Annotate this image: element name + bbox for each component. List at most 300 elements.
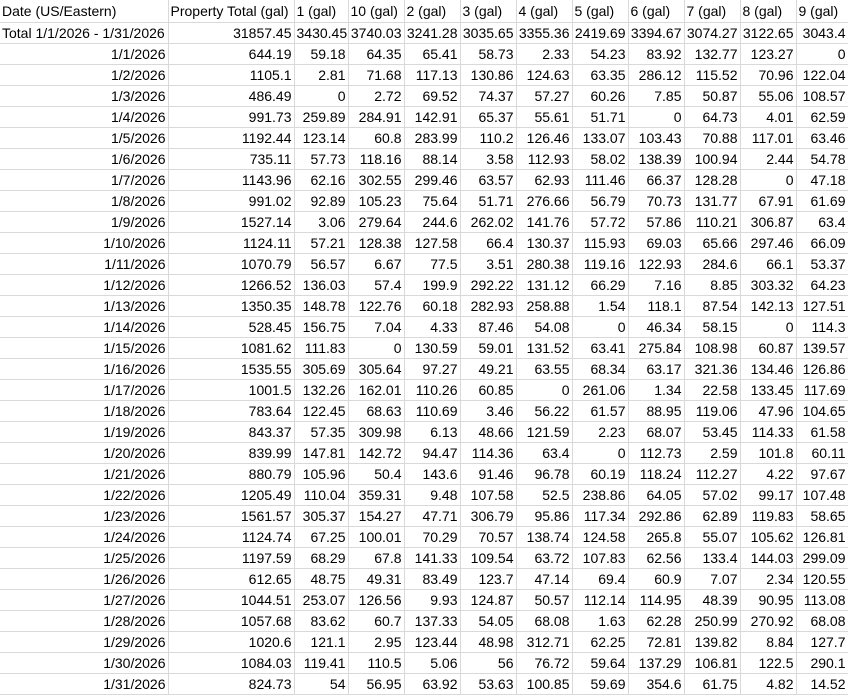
value-cell[interactable]: 4.01 bbox=[740, 107, 796, 128]
value-cell[interactable]: 51.71 bbox=[572, 107, 628, 128]
value-cell[interactable]: 7.07 bbox=[684, 569, 740, 590]
value-cell[interactable]: 139.57 bbox=[796, 338, 848, 359]
value-cell[interactable]: 63.57 bbox=[460, 170, 516, 191]
value-cell[interactable]: 2419.69 bbox=[572, 23, 628, 44]
value-cell[interactable]: 280.38 bbox=[516, 254, 572, 275]
date-cell[interactable]: 1/27/2026 bbox=[0, 590, 168, 611]
value-cell[interactable]: 58.02 bbox=[572, 149, 628, 170]
date-cell[interactable]: 1/28/2026 bbox=[0, 611, 168, 632]
date-cell[interactable]: 1/14/2026 bbox=[0, 317, 168, 338]
value-cell[interactable]: 63.4 bbox=[796, 212, 848, 233]
value-cell[interactable]: 1084.03 bbox=[168, 653, 294, 674]
value-cell[interactable]: 111.83 bbox=[294, 338, 348, 359]
value-cell[interactable]: 60.7 bbox=[348, 611, 404, 632]
value-cell[interactable]: 110.21 bbox=[684, 212, 740, 233]
value-cell[interactable]: 162.01 bbox=[348, 380, 404, 401]
value-cell[interactable]: 69.4 bbox=[572, 569, 628, 590]
value-cell[interactable]: 107.58 bbox=[460, 485, 516, 506]
value-cell[interactable]: 117.34 bbox=[572, 506, 628, 527]
value-cell[interactable]: 528.45 bbox=[168, 317, 294, 338]
value-cell[interactable]: 57.21 bbox=[294, 233, 348, 254]
value-cell[interactable]: 46.34 bbox=[628, 317, 684, 338]
value-cell[interactable]: 3.51 bbox=[460, 254, 516, 275]
value-cell[interactable]: 107.48 bbox=[796, 485, 848, 506]
value-cell[interactable]: 53.63 bbox=[460, 674, 516, 695]
value-cell[interactable]: 63.55 bbox=[516, 359, 572, 380]
value-cell[interactable]: 262.02 bbox=[460, 212, 516, 233]
value-cell[interactable]: 57.35 bbox=[294, 422, 348, 443]
date-cell[interactable]: 1/21/2026 bbox=[0, 464, 168, 485]
value-cell[interactable]: 137.33 bbox=[404, 611, 460, 632]
value-cell[interactable]: 88.14 bbox=[404, 149, 460, 170]
column-header-cell[interactable]: 4 (gal) bbox=[516, 0, 572, 23]
date-cell[interactable]: 1/7/2026 bbox=[0, 170, 168, 191]
date-cell[interactable]: 1/13/2026 bbox=[0, 296, 168, 317]
value-cell[interactable]: 2.44 bbox=[740, 149, 796, 170]
value-cell[interactable]: 57.27 bbox=[516, 86, 572, 107]
value-cell[interactable]: 286.12 bbox=[628, 65, 684, 86]
value-cell[interactable]: 83.62 bbox=[294, 611, 348, 632]
value-cell[interactable]: 131.77 bbox=[684, 191, 740, 212]
date-cell[interactable]: 1/11/2026 bbox=[0, 254, 168, 275]
value-cell[interactable]: 2.23 bbox=[572, 422, 628, 443]
value-cell[interactable]: 122.5 bbox=[740, 653, 796, 674]
value-cell[interactable]: 112.27 bbox=[684, 464, 740, 485]
value-cell[interactable]: 122.76 bbox=[348, 296, 404, 317]
value-cell[interactable]: 113.08 bbox=[796, 590, 848, 611]
value-cell[interactable]: 119.41 bbox=[294, 653, 348, 674]
value-cell[interactable]: 127.7 bbox=[796, 632, 848, 653]
date-cell[interactable]: 1/8/2026 bbox=[0, 191, 168, 212]
value-cell[interactable]: 284.91 bbox=[348, 107, 404, 128]
date-cell[interactable]: 1/26/2026 bbox=[0, 569, 168, 590]
value-cell[interactable]: 66.29 bbox=[572, 275, 628, 296]
value-cell[interactable]: 100.94 bbox=[684, 149, 740, 170]
value-cell[interactable]: 0 bbox=[572, 443, 628, 464]
column-header-cell[interactable]: 5 (gal) bbox=[572, 0, 628, 23]
value-cell[interactable]: 70.29 bbox=[404, 527, 460, 548]
value-cell[interactable]: 119.06 bbox=[684, 401, 740, 422]
value-cell[interactable]: 1070.79 bbox=[168, 254, 294, 275]
date-cell[interactable]: 1/24/2026 bbox=[0, 527, 168, 548]
value-cell[interactable]: 62.89 bbox=[684, 506, 740, 527]
value-cell[interactable]: 56.79 bbox=[572, 191, 628, 212]
value-cell[interactable]: 60.26 bbox=[572, 86, 628, 107]
value-cell[interactable]: 63.35 bbox=[572, 65, 628, 86]
value-cell[interactable]: 126.81 bbox=[796, 527, 848, 548]
column-header-cell[interactable]: 10 (gal) bbox=[348, 0, 404, 23]
value-cell[interactable]: 154.27 bbox=[348, 506, 404, 527]
value-cell[interactable]: 97.27 bbox=[404, 359, 460, 380]
value-cell[interactable]: 121.1 bbox=[294, 632, 348, 653]
date-cell[interactable]: 1/1/2026 bbox=[0, 44, 168, 65]
value-cell[interactable]: 110.69 bbox=[404, 401, 460, 422]
value-cell[interactable]: 63.41 bbox=[572, 338, 628, 359]
value-cell[interactable]: 60.19 bbox=[572, 464, 628, 485]
value-cell[interactable]: 783.64 bbox=[168, 401, 294, 422]
value-cell[interactable]: 123.7 bbox=[460, 569, 516, 590]
value-cell[interactable]: 1205.49 bbox=[168, 485, 294, 506]
value-cell[interactable]: 306.79 bbox=[460, 506, 516, 527]
value-cell[interactable]: 55.61 bbox=[516, 107, 572, 128]
value-cell[interactable]: 115.52 bbox=[684, 65, 740, 86]
value-cell[interactable]: 68.34 bbox=[572, 359, 628, 380]
value-cell[interactable]: 1561.57 bbox=[168, 506, 294, 527]
value-cell[interactable]: 58.73 bbox=[460, 44, 516, 65]
value-cell[interactable]: 1001.5 bbox=[168, 380, 294, 401]
value-cell[interactable]: 60.9 bbox=[628, 569, 684, 590]
value-cell[interactable]: 60.18 bbox=[404, 296, 460, 317]
value-cell[interactable]: 103.43 bbox=[628, 128, 684, 149]
value-cell[interactable]: 105.96 bbox=[294, 464, 348, 485]
value-cell[interactable]: 9.48 bbox=[404, 485, 460, 506]
value-cell[interactable]: 148.78 bbox=[294, 296, 348, 317]
value-cell[interactable]: 54 bbox=[294, 674, 348, 695]
value-cell[interactable]: 839.99 bbox=[168, 443, 294, 464]
value-cell[interactable]: 156.75 bbox=[294, 317, 348, 338]
column-header-cell[interactable]: 2 (gal) bbox=[404, 0, 460, 23]
value-cell[interactable]: 112.93 bbox=[516, 149, 572, 170]
value-cell[interactable]: 303.32 bbox=[740, 275, 796, 296]
value-cell[interactable]: 843.37 bbox=[168, 422, 294, 443]
value-cell[interactable]: 105.62 bbox=[740, 527, 796, 548]
value-cell[interactable]: 14.52 bbox=[796, 674, 848, 695]
value-cell[interactable]: 1081.62 bbox=[168, 338, 294, 359]
date-cell[interactable]: 1/22/2026 bbox=[0, 485, 168, 506]
value-cell[interactable]: 130.86 bbox=[460, 65, 516, 86]
value-cell[interactable]: 4.33 bbox=[404, 317, 460, 338]
value-cell[interactable]: 138.39 bbox=[628, 149, 684, 170]
value-cell[interactable]: 63.72 bbox=[516, 548, 572, 569]
value-cell[interactable]: 68.63 bbox=[348, 401, 404, 422]
value-cell[interactable]: 0 bbox=[572, 317, 628, 338]
column-header-cell[interactable]: Property Total (gal) bbox=[168, 0, 294, 23]
date-cell[interactable]: 1/18/2026 bbox=[0, 401, 168, 422]
date-cell[interactable]: 1/10/2026 bbox=[0, 233, 168, 254]
value-cell[interactable]: 3241.28 bbox=[404, 23, 460, 44]
value-cell[interactable]: 65.41 bbox=[404, 44, 460, 65]
value-cell[interactable]: 110.04 bbox=[294, 485, 348, 506]
value-cell[interactable]: 991.73 bbox=[168, 107, 294, 128]
value-cell[interactable]: 65.37 bbox=[460, 107, 516, 128]
value-cell[interactable]: 55.07 bbox=[684, 527, 740, 548]
value-cell[interactable]: 53.37 bbox=[796, 254, 848, 275]
value-cell[interactable]: 61.58 bbox=[796, 422, 848, 443]
value-cell[interactable]: 1020.6 bbox=[168, 632, 294, 653]
value-cell[interactable]: 1197.59 bbox=[168, 548, 294, 569]
value-cell[interactable]: 142.72 bbox=[348, 443, 404, 464]
value-cell[interactable]: 123.44 bbox=[404, 632, 460, 653]
value-cell[interactable]: 117.69 bbox=[796, 380, 848, 401]
value-cell[interactable]: 147.81 bbox=[294, 443, 348, 464]
date-cell[interactable]: 1/5/2026 bbox=[0, 128, 168, 149]
value-cell[interactable]: 139.82 bbox=[684, 632, 740, 653]
value-cell[interactable]: 62.25 bbox=[572, 632, 628, 653]
value-cell[interactable]: 68.29 bbox=[294, 548, 348, 569]
value-cell[interactable]: 53.45 bbox=[684, 422, 740, 443]
value-cell[interactable]: 1143.96 bbox=[168, 170, 294, 191]
value-cell[interactable]: 238.86 bbox=[572, 485, 628, 506]
date-cell[interactable]: 1/2/2026 bbox=[0, 65, 168, 86]
value-cell[interactable]: 67.8 bbox=[348, 548, 404, 569]
value-cell[interactable]: 124.63 bbox=[516, 65, 572, 86]
value-cell[interactable]: 3043.4 bbox=[796, 23, 848, 44]
value-cell[interactable]: 57.72 bbox=[572, 212, 628, 233]
value-cell[interactable]: 126.46 bbox=[516, 128, 572, 149]
value-cell[interactable]: 3074.27 bbox=[684, 23, 740, 44]
value-cell[interactable]: 108.57 bbox=[796, 86, 848, 107]
value-cell[interactable]: 92.89 bbox=[294, 191, 348, 212]
value-cell[interactable]: 55.06 bbox=[740, 86, 796, 107]
value-cell[interactable]: 0 bbox=[294, 86, 348, 107]
value-cell[interactable]: 7.16 bbox=[628, 275, 684, 296]
value-cell[interactable]: 47.96 bbox=[740, 401, 796, 422]
value-cell[interactable]: 22.58 bbox=[684, 380, 740, 401]
value-cell[interactable]: 279.64 bbox=[348, 212, 404, 233]
value-cell[interactable]: 68.08 bbox=[796, 611, 848, 632]
value-cell[interactable]: 142.91 bbox=[404, 107, 460, 128]
value-cell[interactable]: 305.37 bbox=[294, 506, 348, 527]
value-cell[interactable]: 290.1 bbox=[796, 653, 848, 674]
value-cell[interactable]: 117.01 bbox=[740, 128, 796, 149]
value-cell[interactable]: 114.3 bbox=[796, 317, 848, 338]
value-cell[interactable]: 110.2 bbox=[460, 128, 516, 149]
value-cell[interactable]: 112.14 bbox=[572, 590, 628, 611]
value-cell[interactable]: 8.85 bbox=[684, 275, 740, 296]
value-cell[interactable]: 61.57 bbox=[572, 401, 628, 422]
value-cell[interactable]: 122.45 bbox=[294, 401, 348, 422]
date-cell[interactable]: 1/30/2026 bbox=[0, 653, 168, 674]
value-cell[interactable]: 65.66 bbox=[684, 233, 740, 254]
value-cell[interactable]: 138.74 bbox=[516, 527, 572, 548]
value-cell[interactable]: 99.17 bbox=[740, 485, 796, 506]
value-cell[interactable]: 612.65 bbox=[168, 569, 294, 590]
value-cell[interactable]: 106.81 bbox=[684, 653, 740, 674]
value-cell[interactable]: 62.28 bbox=[628, 611, 684, 632]
value-cell[interactable]: 126.56 bbox=[348, 590, 404, 611]
value-cell[interactable]: 259.89 bbox=[294, 107, 348, 128]
value-cell[interactable]: 305.69 bbox=[294, 359, 348, 380]
value-cell[interactable]: 299.46 bbox=[404, 170, 460, 191]
value-cell[interactable]: 111.46 bbox=[572, 170, 628, 191]
value-cell[interactable]: 2.59 bbox=[684, 443, 740, 464]
value-cell[interactable]: 1.54 bbox=[572, 296, 628, 317]
value-cell[interactable]: 56.95 bbox=[348, 674, 404, 695]
value-cell[interactable]: 1266.52 bbox=[168, 275, 294, 296]
value-cell[interactable]: 95.86 bbox=[516, 506, 572, 527]
value-cell[interactable]: 120.55 bbox=[796, 569, 848, 590]
value-cell[interactable]: 261.06 bbox=[572, 380, 628, 401]
value-cell[interactable]: 87.46 bbox=[460, 317, 516, 338]
value-cell[interactable]: 270.92 bbox=[740, 611, 796, 632]
date-cell[interactable]: 1/17/2026 bbox=[0, 380, 168, 401]
value-cell[interactable]: 265.8 bbox=[628, 527, 684, 548]
value-cell[interactable]: 54.78 bbox=[796, 149, 848, 170]
value-cell[interactable]: 283.99 bbox=[404, 128, 460, 149]
value-cell[interactable]: 66.1 bbox=[740, 254, 796, 275]
date-cell[interactable]: 1/20/2026 bbox=[0, 443, 168, 464]
value-cell[interactable]: 299.09 bbox=[796, 548, 848, 569]
value-cell[interactable]: 76.72 bbox=[516, 653, 572, 674]
value-cell[interactable]: 0 bbox=[740, 170, 796, 191]
value-cell[interactable]: 118.16 bbox=[348, 149, 404, 170]
value-cell[interactable]: 57.73 bbox=[294, 149, 348, 170]
value-cell[interactable]: 74.37 bbox=[460, 86, 516, 107]
value-cell[interactable]: 253.07 bbox=[294, 590, 348, 611]
value-cell[interactable]: 31857.45 bbox=[168, 23, 294, 44]
value-cell[interactable]: 87.54 bbox=[684, 296, 740, 317]
value-cell[interactable]: 66.37 bbox=[628, 170, 684, 191]
value-cell[interactable]: 62.93 bbox=[516, 170, 572, 191]
value-cell[interactable]: 58.15 bbox=[684, 317, 740, 338]
value-cell[interactable]: 250.99 bbox=[684, 611, 740, 632]
value-cell[interactable]: 132.26 bbox=[294, 380, 348, 401]
value-cell[interactable]: 2.81 bbox=[294, 65, 348, 86]
value-cell[interactable]: 112.73 bbox=[628, 443, 684, 464]
value-cell[interactable]: 108.98 bbox=[684, 338, 740, 359]
value-cell[interactable]: 309.98 bbox=[348, 422, 404, 443]
value-cell[interactable]: 96.78 bbox=[516, 464, 572, 485]
value-cell[interactable]: 67.25 bbox=[294, 527, 348, 548]
value-cell[interactable]: 137.29 bbox=[628, 653, 684, 674]
value-cell[interactable]: 54.23 bbox=[572, 44, 628, 65]
value-cell[interactable]: 130.59 bbox=[404, 338, 460, 359]
date-cell[interactable]: 1/15/2026 bbox=[0, 338, 168, 359]
value-cell[interactable]: 133.07 bbox=[572, 128, 628, 149]
value-cell[interactable]: 880.79 bbox=[168, 464, 294, 485]
value-cell[interactable]: 244.6 bbox=[404, 212, 460, 233]
value-cell[interactable]: 7.04 bbox=[348, 317, 404, 338]
column-header-cell[interactable]: 3 (gal) bbox=[460, 0, 516, 23]
value-cell[interactable]: 127.51 bbox=[796, 296, 848, 317]
value-cell[interactable]: 63.4 bbox=[516, 443, 572, 464]
value-cell[interactable]: 68.08 bbox=[516, 611, 572, 632]
value-cell[interactable]: 114.95 bbox=[628, 590, 684, 611]
value-cell[interactable]: 2.72 bbox=[348, 86, 404, 107]
value-cell[interactable]: 124.58 bbox=[572, 527, 628, 548]
value-cell[interactable]: 1535.55 bbox=[168, 359, 294, 380]
value-cell[interactable]: 54.05 bbox=[460, 611, 516, 632]
value-cell[interactable]: 136.03 bbox=[294, 275, 348, 296]
value-cell[interactable]: 3.06 bbox=[294, 212, 348, 233]
value-cell[interactable]: 359.31 bbox=[348, 485, 404, 506]
value-cell[interactable]: 88.95 bbox=[628, 401, 684, 422]
value-cell[interactable]: 59.69 bbox=[572, 674, 628, 695]
value-cell[interactable]: 115.93 bbox=[572, 233, 628, 254]
total-label-cell[interactable]: Total 1/1/2026 - 1/31/2026 bbox=[0, 23, 168, 44]
value-cell[interactable]: 61.69 bbox=[796, 191, 848, 212]
value-cell[interactable]: 5.06 bbox=[404, 653, 460, 674]
value-cell[interactable]: 8.84 bbox=[740, 632, 796, 653]
value-cell[interactable]: 3.46 bbox=[460, 401, 516, 422]
value-cell[interactable]: 117.13 bbox=[404, 65, 460, 86]
value-cell[interactable]: 6.67 bbox=[348, 254, 404, 275]
value-cell[interactable]: 1105.1 bbox=[168, 65, 294, 86]
column-header-cell[interactable]: 8 (gal) bbox=[740, 0, 796, 23]
value-cell[interactable]: 824.73 bbox=[168, 674, 294, 695]
column-header-cell[interactable]: 6 (gal) bbox=[628, 0, 684, 23]
value-cell[interactable]: 141.76 bbox=[516, 212, 572, 233]
value-cell[interactable]: 101.8 bbox=[740, 443, 796, 464]
value-cell[interactable]: 2.95 bbox=[348, 632, 404, 653]
value-cell[interactable]: 133.45 bbox=[740, 380, 796, 401]
value-cell[interactable]: 100.01 bbox=[348, 527, 404, 548]
value-cell[interactable]: 2.34 bbox=[740, 569, 796, 590]
value-cell[interactable]: 47.71 bbox=[404, 506, 460, 527]
value-cell[interactable]: 0 bbox=[740, 317, 796, 338]
value-cell[interactable]: 83.92 bbox=[628, 44, 684, 65]
value-cell[interactable]: 75.64 bbox=[404, 191, 460, 212]
value-cell[interactable]: 128.38 bbox=[348, 233, 404, 254]
value-cell[interactable]: 105.23 bbox=[348, 191, 404, 212]
value-cell[interactable]: 1124.11 bbox=[168, 233, 294, 254]
value-cell[interactable]: 77.5 bbox=[404, 254, 460, 275]
value-cell[interactable]: 1124.74 bbox=[168, 527, 294, 548]
value-cell[interactable]: 60.11 bbox=[796, 443, 848, 464]
value-cell[interactable]: 3430.45 bbox=[294, 23, 348, 44]
value-cell[interactable]: 70.88 bbox=[684, 128, 740, 149]
value-cell[interactable]: 132.77 bbox=[684, 44, 740, 65]
value-cell[interactable]: 305.64 bbox=[348, 359, 404, 380]
value-cell[interactable]: 2.33 bbox=[516, 44, 572, 65]
value-cell[interactable]: 143.6 bbox=[404, 464, 460, 485]
value-cell[interactable]: 1.34 bbox=[628, 380, 684, 401]
value-cell[interactable]: 71.68 bbox=[348, 65, 404, 86]
value-cell[interactable]: 312.71 bbox=[516, 632, 572, 653]
date-cell[interactable]: 1/12/2026 bbox=[0, 275, 168, 296]
value-cell[interactable]: 124.87 bbox=[460, 590, 516, 611]
column-header-cell[interactable]: 1 (gal) bbox=[294, 0, 348, 23]
value-cell[interactable]: 321.36 bbox=[684, 359, 740, 380]
value-cell[interactable]: 3035.65 bbox=[460, 23, 516, 44]
value-cell[interactable]: 114.36 bbox=[460, 443, 516, 464]
value-cell[interactable]: 258.88 bbox=[516, 296, 572, 317]
date-cell[interactable]: 1/3/2026 bbox=[0, 86, 168, 107]
value-cell[interactable]: 130.37 bbox=[516, 233, 572, 254]
value-cell[interactable]: 57.86 bbox=[628, 212, 684, 233]
value-cell[interactable]: 69.52 bbox=[404, 86, 460, 107]
date-cell[interactable]: 1/23/2026 bbox=[0, 506, 168, 527]
value-cell[interactable]: 0 bbox=[516, 380, 572, 401]
value-cell[interactable]: 3.58 bbox=[460, 149, 516, 170]
value-cell[interactable]: 292.22 bbox=[460, 275, 516, 296]
value-cell[interactable]: 126.86 bbox=[796, 359, 848, 380]
value-cell[interactable]: 57.02 bbox=[684, 485, 740, 506]
value-cell[interactable]: 141.33 bbox=[404, 548, 460, 569]
value-cell[interactable]: 114.33 bbox=[740, 422, 796, 443]
value-cell[interactable]: 486.49 bbox=[168, 86, 294, 107]
value-cell[interactable]: 64.73 bbox=[684, 107, 740, 128]
value-cell[interactable]: 66.4 bbox=[460, 233, 516, 254]
value-cell[interactable]: 97.67 bbox=[796, 464, 848, 485]
value-cell[interactable]: 59.01 bbox=[460, 338, 516, 359]
value-cell[interactable]: 118.24 bbox=[628, 464, 684, 485]
value-cell[interactable]: 3355.36 bbox=[516, 23, 572, 44]
value-cell[interactable]: 1.63 bbox=[572, 611, 628, 632]
value-cell[interactable]: 142.13 bbox=[740, 296, 796, 317]
value-cell[interactable]: 133.4 bbox=[684, 548, 740, 569]
value-cell[interactable]: 199.9 bbox=[404, 275, 460, 296]
value-cell[interactable]: 90.95 bbox=[740, 590, 796, 611]
value-cell[interactable]: 9.93 bbox=[404, 590, 460, 611]
date-cell[interactable]: 1/19/2026 bbox=[0, 422, 168, 443]
value-cell[interactable]: 0 bbox=[348, 338, 404, 359]
value-cell[interactable]: 4.22 bbox=[740, 464, 796, 485]
value-cell[interactable]: 48.75 bbox=[294, 569, 348, 590]
value-cell[interactable]: 62.59 bbox=[796, 107, 848, 128]
value-cell[interactable]: 3740.03 bbox=[348, 23, 404, 44]
value-cell[interactable]: 59.18 bbox=[294, 44, 348, 65]
